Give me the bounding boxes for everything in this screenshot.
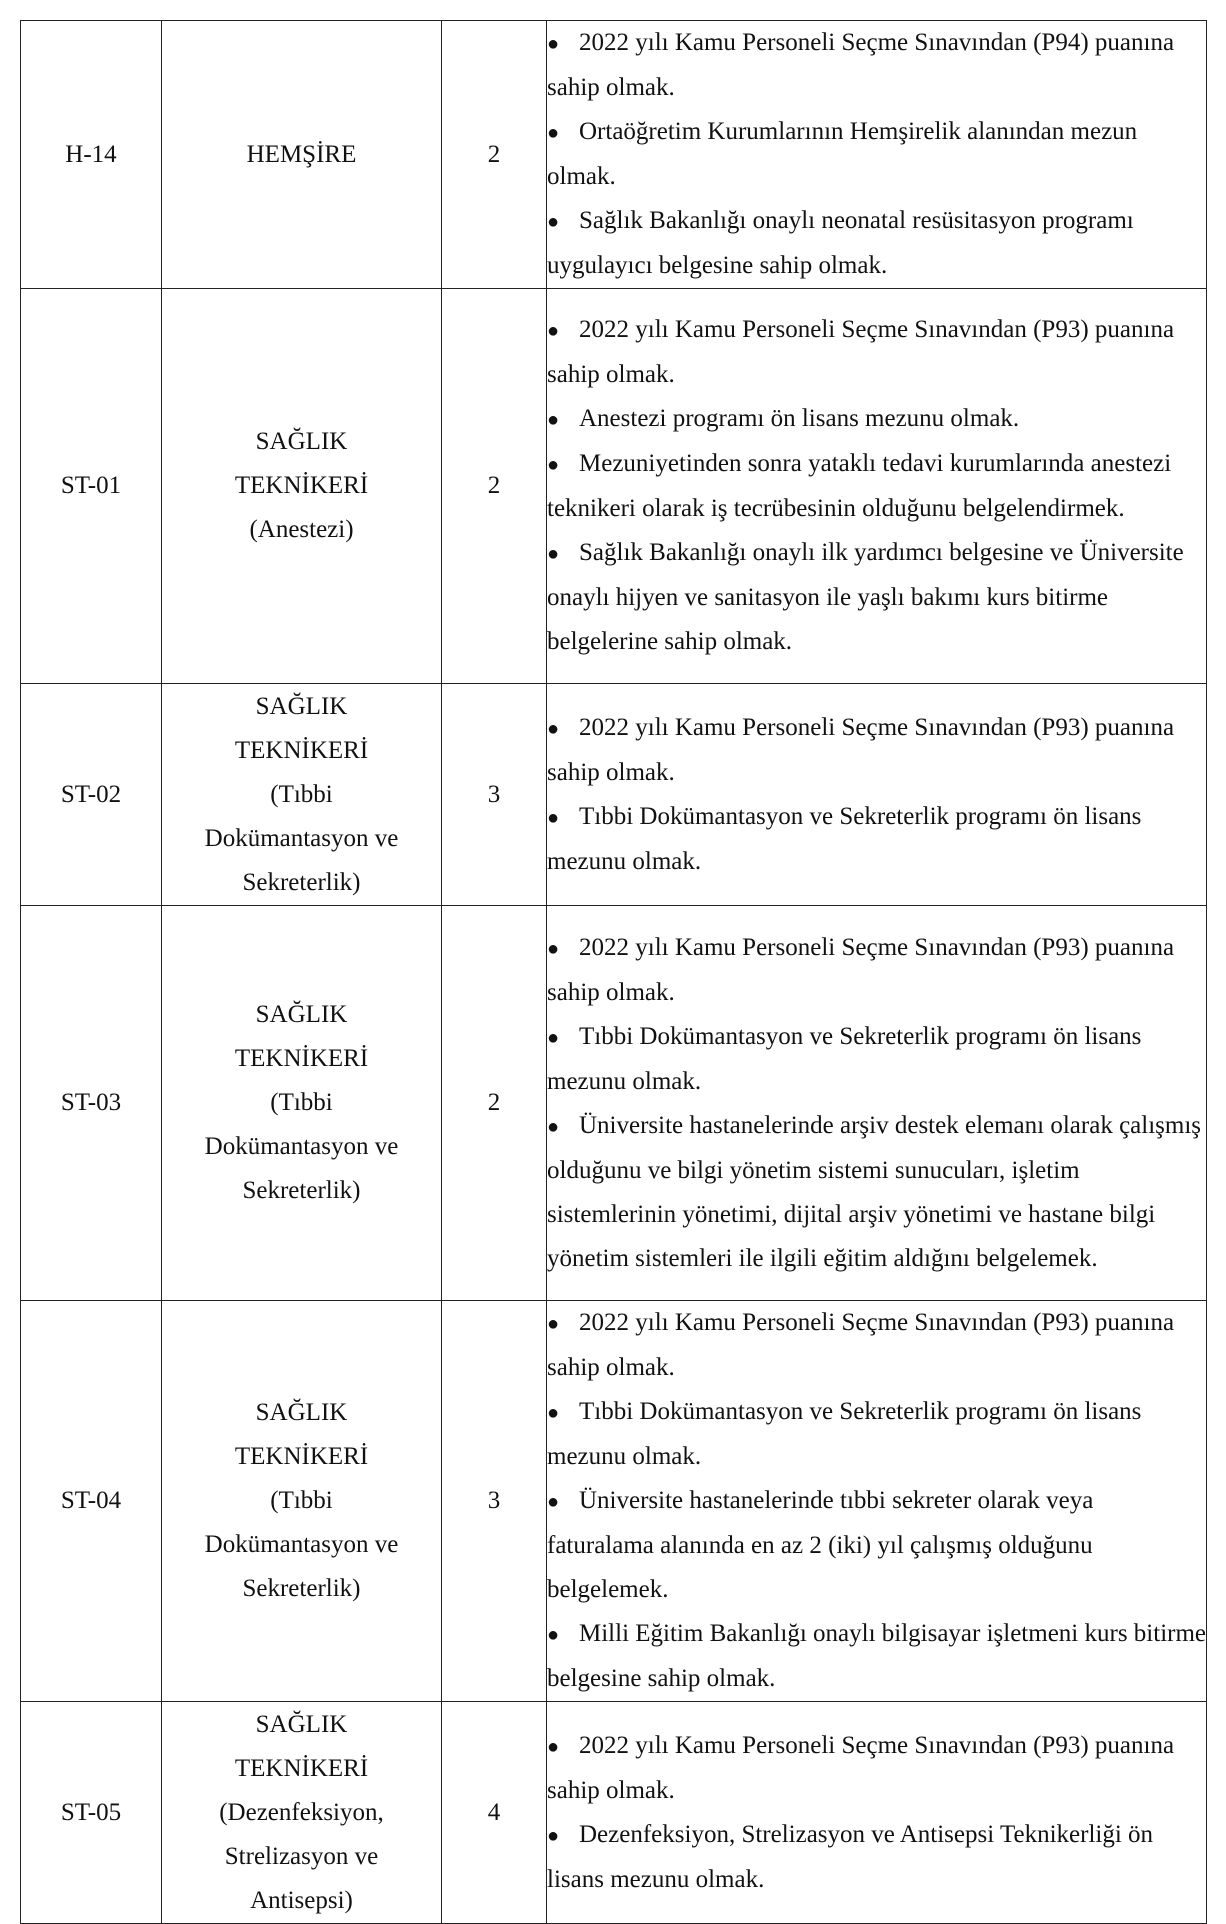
position-title — [162, 289, 442, 684]
requirement-item — [547, 21, 1206, 110]
requirement-text: Tıbbi Dokümantasyon ve Sekreterlik programı ön lisans mezunu olmak. — [547, 1398, 1142, 1470]
position-title-line: TEKNİKERİ — [234, 1754, 369, 1782]
position-code: ST-02 — [21, 684, 162, 906]
requirement-item — [547, 1479, 1206, 1612]
position-title-line: TEKNİKERİ — [234, 472, 369, 499]
bullet-icon: ● — [547, 543, 560, 565]
bullet-icon: ● — [547, 454, 560, 476]
position-title-line: Sekreterlik) — [242, 1177, 361, 1204]
position-count: 3 — [442, 684, 547, 906]
table-row — [21, 684, 1207, 906]
requirements-cell — [547, 1301, 1207, 1702]
position-title-line: TEKNİKERİ — [234, 1045, 369, 1072]
position-title — [162, 1702, 442, 1924]
table-row — [21, 1301, 1207, 1702]
position-title-line: Dokümantasyon ve — [204, 1531, 399, 1558]
table-row — [21, 906, 1207, 1301]
requirement-item — [547, 1612, 1206, 1701]
requirement-item — [547, 706, 1206, 795]
bullet-icon: ● — [547, 33, 560, 55]
position-title-line: SAĞLIK — [255, 1710, 348, 1738]
requirement-item — [547, 1390, 1206, 1479]
requirements-cell — [547, 906, 1207, 1301]
requirements-cell — [547, 21, 1207, 289]
position-title — [162, 21, 442, 289]
requirement-text: Sağlık Bakanlığı onaylı neonatal resüsitasyon programı uygulayıcı belgesine sahip olmak. — [547, 207, 1134, 279]
position-title-line: (Anestezi) — [249, 516, 354, 543]
requirement-text: Milli Eğitim Bakanlığı onaylı bilgisayar işletmeni kurs bitirme belgesine sahip olmak. — [547, 1620, 1207, 1692]
position-title-line: SAĞLIK — [255, 692, 348, 720]
requirements-cell — [547, 1702, 1207, 1924]
table-body — [21, 21, 1207, 1924]
requirement-text: Dezenfeksiyon, Strelizasyon ve Antisepsi Teknikerliği ön lisans mezunu olmak. — [547, 1820, 1154, 1893]
requirement-text: 2022 yılı Kamu Personeli Seçme Sınavından (P93) puanına sahip olmak. — [547, 316, 1175, 388]
table-row — [21, 21, 1207, 289]
requirement-text: Üniversite hastanelerinde arşiv destek elemanı olarak çalışmış olduğunu ve bilgi yönetim sistemi sunucuları, işletim sistemlerinin yönetimi, dijital arşiv yönetimi ve hastane bilgi yönetim sistemleri ile ilgili eğitim aldığını belgelemek. — [547, 1111, 1201, 1272]
bullet-icon: ● — [547, 717, 560, 740]
requirement-item — [547, 795, 1206, 884]
requirement-text: 2022 yılı Kamu Personeli Seçme Sınavından (P93) puanına sahip olmak. — [547, 1731, 1175, 1804]
position-title-line: Antisepsi) — [250, 1886, 353, 1914]
position-title-line: Sekreterlik) — [242, 868, 361, 896]
position-title-line: (Tıbbi — [270, 780, 333, 808]
position-count: 2 — [442, 906, 547, 1301]
position-title-line: HEMŞİRE — [246, 140, 357, 168]
position-title — [162, 1301, 442, 1702]
requirement-item — [547, 1813, 1206, 1902]
position-title-line: TEKNİKERİ — [234, 736, 369, 764]
requirement-item — [547, 442, 1206, 531]
requirement-text: 2022 yılı Kamu Personeli Seçme Sınavından (P93) puanına sahip olmak. — [547, 713, 1175, 786]
requirement-item — [547, 1104, 1206, 1281]
position-count: 2 — [442, 289, 547, 684]
bullet-icon: ● — [547, 806, 560, 829]
bullet-icon: ● — [547, 1402, 560, 1424]
position-code: ST-01 — [21, 289, 162, 684]
requirement-text: Üniversite hastanelerinde tıbbi sekreter olarak veya faturalama alanında en az 2 (iki) yıl çalışmış olduğunu belgelemek. — [547, 1487, 1094, 1603]
position-code: H-14 — [21, 21, 162, 289]
requirement-item — [547, 1724, 1206, 1813]
position-title-line: Dokümantasyon ve — [204, 1133, 399, 1160]
position-code: ST-05 — [21, 1702, 162, 1924]
bullet-icon: ● — [547, 1026, 560, 1049]
position-title-line: (Tıbbi — [270, 1089, 333, 1116]
position-title — [162, 684, 442, 906]
position-count: 3 — [442, 1301, 547, 1702]
requirement-item — [547, 397, 1206, 442]
requirement-text: Tıbbi Dokümantasyon ve Sekreterlik programı ön lisans mezunu olmak. — [547, 1022, 1142, 1095]
position-count: 2 — [442, 21, 547, 289]
requirement-text: 2022 yılı Kamu Personeli Seçme Sınavından (P93) puanına sahip olmak. — [547, 933, 1175, 1006]
table-row — [21, 289, 1207, 684]
requirements-cell — [547, 289, 1207, 684]
requirement-text: Sağlık Bakanlığı onaylı ilk yardımcı belgesine ve Üniversite onaylı hijyen ve sanitasyon ile yaşlı bakımı kurs bitirme belgelerine sahip olmak. — [547, 539, 1184, 655]
position-title-line: (Tıbbi — [270, 1487, 333, 1514]
position-title-line: SAĞLIK — [255, 1399, 348, 1426]
requirement-item — [547, 1301, 1206, 1390]
position-title-line: Strelizasyon ve — [224, 1842, 379, 1870]
position-title-line: (Dezenfeksiyon, — [219, 1798, 384, 1826]
requirement-text: Ortaöğretim Kurumlarının Hemşirelik alanından mezun olmak. — [547, 118, 1138, 190]
requirements-table — [20, 20, 1207, 1924]
requirement-item — [547, 199, 1206, 288]
position-title-line: SAĞLIK — [255, 1001, 348, 1028]
bullet-icon: ● — [547, 122, 560, 144]
position-title-line: TEKNİKERİ — [234, 1443, 369, 1470]
table-row — [21, 1702, 1207, 1924]
bullet-icon: ● — [547, 1491, 560, 1513]
requirement-item — [547, 110, 1206, 199]
position-title — [162, 906, 442, 1301]
bullet-icon: ● — [547, 1313, 560, 1335]
bullet-icon: ● — [547, 1115, 560, 1138]
position-count: 4 — [442, 1702, 547, 1924]
bullet-icon: ● — [547, 937, 560, 960]
requirement-text: 2022 yılı Kamu Personeli Seçme Sınavından (P93) puanına sahip olmak. — [547, 1309, 1175, 1381]
bullet-icon: ● — [547, 320, 560, 342]
requirement-item — [547, 531, 1206, 664]
position-title-line: SAĞLIK — [255, 428, 348, 455]
bullet-icon: ● — [547, 1824, 560, 1847]
position-title-line: Sekreterlik) — [242, 1575, 361, 1602]
requirement-item — [547, 308, 1206, 397]
bullet-icon: ● — [547, 1735, 560, 1758]
bullet-icon: ● — [547, 211, 560, 233]
requirement-text: Mezuniyetinden sonra yataklı tedavi kurumlarında anestezi teknikeri olarak iş tecrübesinin olduğunu belgelendirmek. — [547, 450, 1172, 522]
position-code: ST-04 — [21, 1301, 162, 1702]
position-code: ST-03 — [21, 906, 162, 1301]
requirements-cell — [547, 684, 1207, 906]
position-title-line: Dokümantasyon ve — [204, 824, 399, 852]
requirement-item — [547, 926, 1206, 1015]
requirement-text: Anestezi programı ön lisans mezunu olmak. — [579, 405, 1020, 432]
bullet-icon: ● — [547, 409, 560, 431]
bullet-icon: ● — [547, 1624, 560, 1646]
requirement-text: 2022 yılı Kamu Personeli Seçme Sınavından (P94) puanına sahip olmak. — [547, 29, 1175, 101]
requirement-item — [547, 1015, 1206, 1104]
requirement-text: Tıbbi Dokümantasyon ve Sekreterlik programı ön lisans mezunu olmak. — [547, 802, 1142, 875]
